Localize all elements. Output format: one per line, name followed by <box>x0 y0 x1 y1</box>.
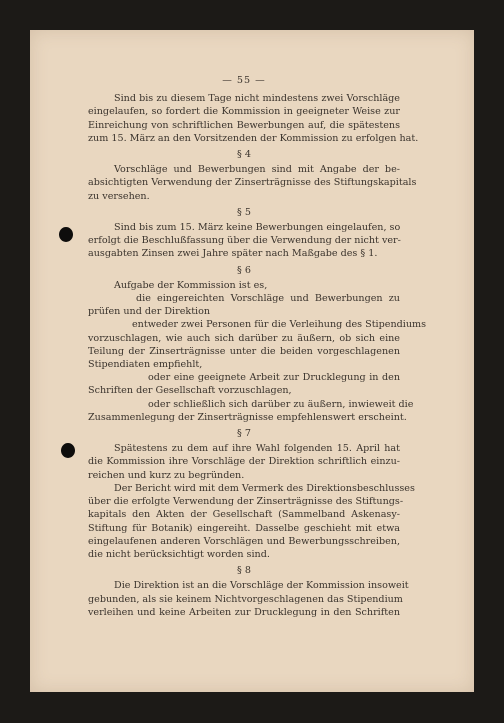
text-line: Schriften der Gesellschaft vorzuschlagen, <box>88 385 292 397</box>
text-line: prüfen und der Direktion <box>88 306 211 318</box>
text-line: Einreichung von schriftlichen Bewerbungen auf, die spätestens <box>88 119 400 131</box>
text-line: Sind bis zum 15. März keine Bewerbungen eingelaufen, so <box>114 222 401 234</box>
text-line: kapitals den Akten der Gesellschaft (Sammelband Askenasy- <box>88 509 400 521</box>
paragraph <box>88 318 427 371</box>
text-line: oder eine geeignete Arbeit zur Drucklegung in den <box>148 372 400 384</box>
text-line: die Kommission ihre Vorschläge der Direktion schriftlich einzu- <box>88 456 400 468</box>
punch-hole <box>59 227 73 242</box>
text-line: Spätestens zu dem auf ihre Wahl folgenden 15. April hat <box>114 443 400 455</box>
text-line: Aufgabe der Kommission ist es, <box>114 279 268 291</box>
paragraph <box>88 92 419 145</box>
paragraph <box>88 579 409 619</box>
text-line: entweder zwei Personen für die Verleihung des Stipendiums <box>132 319 427 331</box>
section-heading: § 4 <box>237 149 251 161</box>
page-text <box>88 74 427 619</box>
text-line: vorzuschlagen, wie auch sich darüber zu äußern, ob sich eine <box>88 332 400 344</box>
paragraph <box>88 371 400 397</box>
paragraph <box>88 279 400 292</box>
paragraph <box>88 398 414 424</box>
paragraph <box>88 292 400 318</box>
text-line: verleihen und keine Arbeiten zur Drucklegung in den Schriften <box>88 606 400 618</box>
page-body <box>88 92 427 619</box>
text-line: Die Direktion ist an die Vorschläge der Kommission insoweit <box>114 580 409 592</box>
paragraph <box>88 482 415 561</box>
text-line: Zusammenlegung der Zinserträgnisse empfehlenswert erscheint. <box>88 411 407 423</box>
section-heading: § 6 <box>237 264 251 276</box>
text-line: gebunden, als sie keinem Nichtvorgeschlagenen das Stipendium <box>88 593 403 605</box>
text-line: zum 15. März an den Vorsitzenden der Kommission zu erfolgen hat. <box>88 132 419 144</box>
text-line: ausgabten Zinsen zwei Jahre später nach Maßgabe des § 1. <box>88 248 378 260</box>
section-heading: § 7 <box>237 428 251 440</box>
text-line: die eingereichten Vorschläge und Bewerbungen zu <box>136 293 400 305</box>
text-line: Teilung der Zinserträgnisse unter die beiden vorgeschlagenen <box>88 345 400 357</box>
text-line: absichtigten Verwendung der Zinserträgnisse des Stiftungskapitals <box>88 177 417 189</box>
text-line: Sind bis zu diesem Tage nicht mindestens zwei Vorschläge <box>114 93 400 105</box>
text-line: erfolgt die Beschlußfassung über die Verwendung der nicht ver- <box>88 235 401 247</box>
paragraph <box>88 221 400 261</box>
paragraph <box>88 163 417 203</box>
text-line: über die erfolgte Verwendung der Zinserträgnisse des Stiftungs- <box>88 496 404 508</box>
text-line: Der Bericht wird mit dem Vermerk des Direktionsbeschlusses <box>114 482 415 494</box>
paragraph <box>88 442 400 482</box>
section-heading: § 5 <box>237 206 251 218</box>
text-line: reichen und kurz zu begründen. <box>88 469 245 481</box>
section-heading: § 8 <box>237 565 251 577</box>
punch-hole <box>61 443 75 458</box>
text-line: eingelaufenen anderen Vorschlägen und Bewerbungsschreiben, <box>88 535 400 547</box>
text-line: Vorschläge und Bewerbungen sind mit Angabe der be- <box>114 164 400 176</box>
text-line: Stipendiaten empfiehlt, <box>88 359 203 371</box>
text-line: die nicht berücksichtigt worden sind. <box>88 548 270 560</box>
text-line: oder schließlich sich darüber zu äußern, inwieweit die <box>148 398 414 410</box>
text-line: Stiftung für Botanik) eingereiht. Dasselbe geschieht mit etwa <box>88 522 400 534</box>
page-number: — 55 — <box>222 75 266 86</box>
text-line: zu versehen. <box>88 190 150 202</box>
text-line: eingelaufen, so fordert die Kommission in geeigneter Weise zur <box>88 106 400 118</box>
